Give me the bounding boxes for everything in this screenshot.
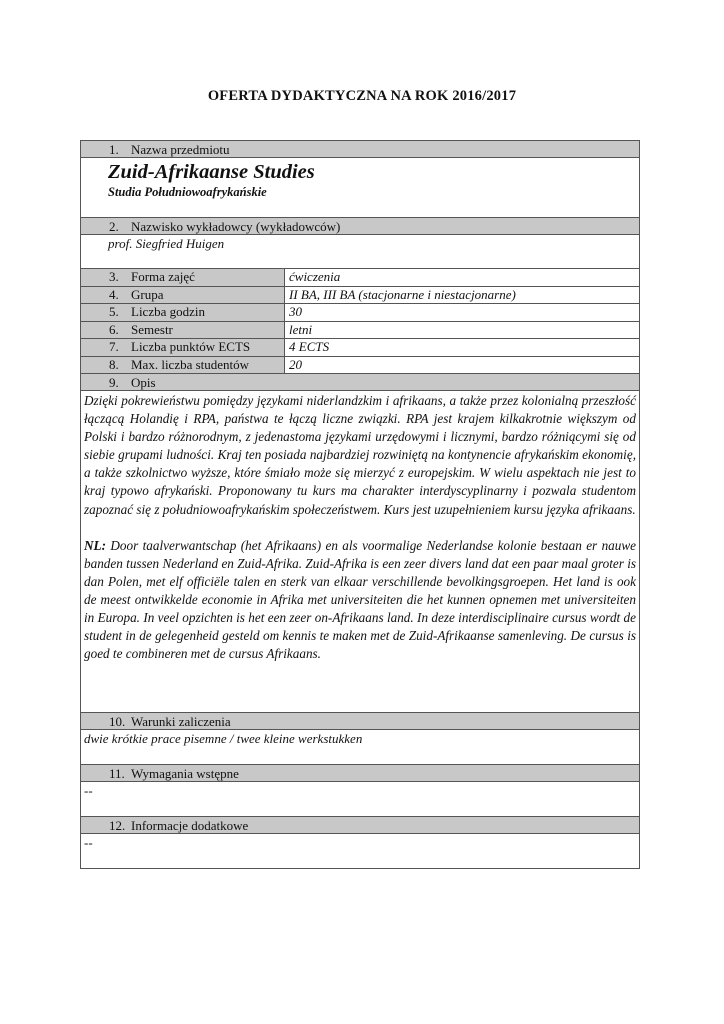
detail-value: letni bbox=[289, 321, 313, 337]
section-label: Wymagania wstępne bbox=[131, 766, 239, 781]
detail-label bbox=[81, 269, 285, 286]
section-header-subject bbox=[81, 141, 639, 158]
section-number: 12. bbox=[109, 818, 126, 833]
section-label: Nazwa przedmiotu bbox=[131, 142, 230, 157]
detail-value: ćwiczenia bbox=[289, 269, 341, 284]
detail-label bbox=[81, 304, 285, 321]
section-number: 10. bbox=[109, 714, 126, 729]
detail-number: 6. bbox=[109, 321, 119, 337]
detail-row-semester bbox=[81, 322, 639, 340]
detail-row-max-students bbox=[81, 357, 639, 375]
course-form bbox=[80, 140, 640, 869]
detail-label-text: Forma zajęć bbox=[131, 269, 195, 284]
additional-value: -- bbox=[84, 835, 93, 850]
section-header-description bbox=[81, 374, 639, 391]
document-title: OFERTA DYDAKTYCZNA NA ROK 2016/2017 bbox=[207, 88, 517, 104]
section-header-additional bbox=[81, 817, 639, 834]
detail-label-text: Max. liczba studentów bbox=[131, 356, 250, 372]
section-label: Informacje dodatkowe bbox=[131, 818, 249, 833]
section-number: 11. bbox=[109, 766, 125, 781]
detail-label-text: Liczba godzin bbox=[131, 304, 205, 319]
subject-name-sub: Studia Południowoafrykańskie bbox=[108, 185, 267, 199]
detail-value: 30 bbox=[289, 304, 302, 319]
detail-row-form bbox=[81, 269, 639, 287]
detail-row-ects bbox=[81, 339, 639, 357]
detail-value: 4 ECTS bbox=[289, 339, 330, 354]
detail-row-group bbox=[81, 287, 639, 305]
detail-number: 4. bbox=[109, 286, 119, 302]
section-label: Opis bbox=[131, 375, 156, 390]
section-number: 9. bbox=[109, 375, 119, 390]
description-polish: Dzięki pokrewieństwu pomiędzy językami niderlandzkim i afrikaans, a także przez kolonialną przeszłość łączącą Holandię i RPA, państwa te łączą liczne związki. RPA jest krajem kilkakrotnie większym od Polski i bardzo różnorodnym, z jedenastoma językami urzędowymi i licznymi, bardzo różniącymi się od siebie grupami ludności. Kraj ten posiada najbardziej rozwiniętą na kontynencie afrykańskim ekonomię, a także szkolnictwo wyższe, które śmiało może się mierzyć z europejskim. W wielu aspektach nie jest to kraj typowo afrykański. Proponowany tu kurs ma charakter interdyscyplinarny i pozwala studentom zapoznać się z południowoafrykańskim społeczeństwem. Kurs jest uzupełnieniem kursu języka afrikaans. bbox=[84, 393, 636, 517]
detail-number: 3. bbox=[109, 269, 119, 284]
section-number: 2. bbox=[109, 219, 119, 234]
dutch-label: NL: bbox=[84, 537, 106, 553]
detail-label bbox=[81, 357, 285, 374]
detail-number: 7. bbox=[109, 339, 119, 354]
detail-value: II BA, III BA (stacjonarne i niestacjonarne) bbox=[289, 286, 516, 302]
detail-label-text: Grupa bbox=[131, 286, 164, 302]
section-number: 1. bbox=[109, 142, 119, 157]
detail-label-text: Semestr bbox=[131, 321, 173, 337]
section-label: Nazwisko wykładowcy (wykładowców) bbox=[131, 219, 341, 234]
detail-number: 8. bbox=[109, 356, 119, 372]
detail-value: 20 bbox=[289, 356, 302, 372]
subject-name-main: Zuid-Afrikaanse Studies bbox=[108, 161, 315, 183]
description-cell bbox=[81, 391, 639, 713]
detail-label-text: Liczba punktów ECTS bbox=[131, 339, 251, 354]
description-dutch bbox=[84, 537, 636, 664]
lecturer-value: prof. Siegfried Huigen bbox=[81, 235, 639, 269]
section-header-lecturer bbox=[81, 218, 639, 235]
section-label: Warunki zaliczenia bbox=[131, 714, 231, 729]
detail-label bbox=[81, 322, 285, 339]
detail-row-hours bbox=[81, 304, 639, 322]
conditions-value: dwie krótkie prace pisemne / twee kleine werkstukken bbox=[81, 730, 639, 765]
dutch-text: Door taalverwantschap (het Afrikaans) en als voormalige Nederlandse kolonie bestaan er nauwe banden tussen Nederland en Zuid-Afrika. Zuid-Afrika is een zeer divers land dat een paar maal groter is dan Polen, met elf officiële talen en sterk van elkaar verschillende bevolkingsgroepen. Het land is ook de meest ontwikkelde economie in Afrika met universiteiten die het kunnen opnemen met universiteiten in Europa. In veel opzichten is het een zeer on-Afrikaans land. In deze interdisciplinaire cursus wordt de student in de gelegenheid gesteld om kennis te maken met de Zuid-Afrikaanse samenleving. De cursus is goed te combineren met de cursus Afrikaans. bbox=[84, 537, 636, 662]
requirements-value: -- bbox=[81, 782, 639, 817]
detail-number: 5. bbox=[109, 304, 119, 319]
section-header-requirements bbox=[81, 765, 639, 782]
section-header-conditions bbox=[81, 713, 639, 730]
detail-label bbox=[81, 339, 285, 356]
subject-name-cell bbox=[81, 158, 639, 218]
detail-label bbox=[81, 287, 285, 304]
